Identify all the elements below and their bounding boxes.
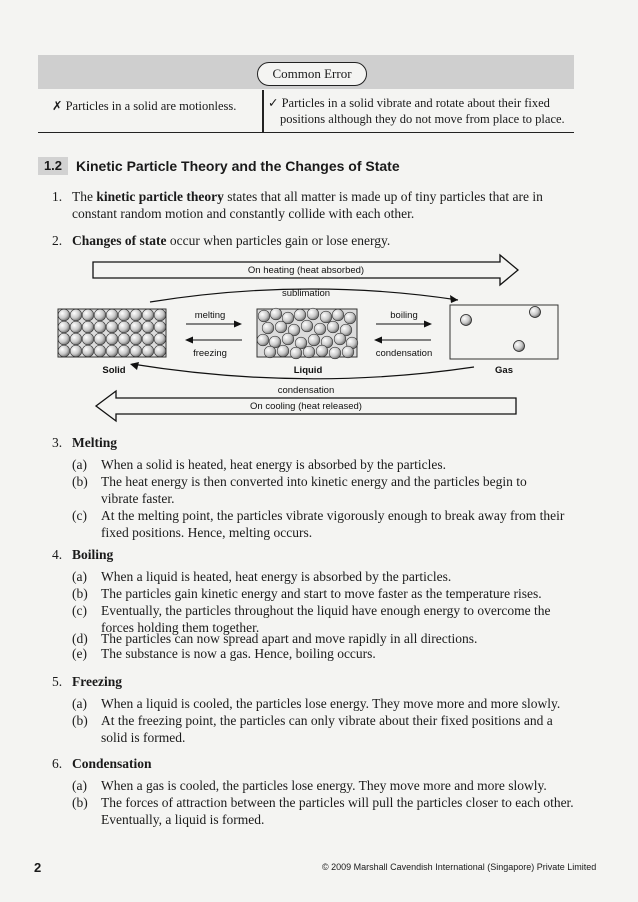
point-1-post: states that all matter is made up of tiny particles that are in [223, 189, 543, 204]
particle [320, 311, 332, 323]
check-icon: ✓ [268, 96, 279, 110]
particle [94, 345, 106, 357]
particle [142, 309, 154, 321]
item-line: At the freezing point, the particles can only vibrate about their fixed positions and a [101, 713, 553, 728]
point-2-term: Changes of state [72, 233, 167, 248]
particle [118, 345, 130, 357]
item-text [101, 794, 574, 828]
point-1-line2: constant random motion and constantly collide with each other. [72, 206, 415, 221]
particle [262, 322, 274, 334]
particle [308, 334, 320, 346]
particle [130, 333, 142, 345]
condensation-inner-arrowhead [374, 337, 382, 344]
gas-label: Gas [495, 365, 513, 376]
particle [58, 321, 70, 333]
particle [301, 320, 313, 332]
item-label: (d) [72, 631, 88, 646]
gas-particle [461, 315, 472, 326]
point-2-number: 2. [52, 233, 63, 248]
section-number: 1.2 [38, 157, 68, 175]
particle [344, 312, 356, 324]
item-line: Eventually, a liquid is formed. [101, 812, 265, 827]
boiling-heading: Boiling [72, 547, 114, 562]
particle [118, 321, 130, 333]
item-text: The particles can now spread apart and move rapidly in all directions. [101, 631, 478, 646]
sublimation-label: sublimation [281, 288, 331, 299]
item-label: (b) [72, 795, 88, 810]
section-title: Kinetic Particle Theory and the Changes of State [76, 158, 400, 174]
particle [257, 334, 269, 346]
condensation-heading: Condensation [72, 756, 152, 771]
condensation-outer-arrowhead [130, 362, 139, 370]
particle [303, 346, 315, 358]
item-text: When a gas is cooled, the particles lose energy. They move more and more slowly. [101, 778, 547, 793]
particle [294, 309, 306, 321]
cross-icon: ✗ [52, 99, 63, 113]
condensation-number: 6. [52, 756, 63, 771]
item-label: (b) [72, 586, 88, 601]
particle [106, 309, 118, 321]
item-line: The forces of attraction between the particles will pull the particles closer to each other. [101, 795, 574, 810]
particle [130, 321, 142, 333]
condensation-inner-label: condensation [375, 348, 433, 359]
item-line: solid is formed. [101, 730, 186, 745]
particle [70, 321, 82, 333]
particle [154, 309, 166, 321]
particle [94, 333, 106, 345]
particle [82, 309, 94, 321]
item-text [101, 507, 564, 541]
particle [118, 309, 130, 321]
right-statement-line1: Particles in a solid vibrate and rotate about their fixed [281, 96, 550, 110]
heating-label: On heating (heat absorbed) [247, 265, 365, 276]
particle [142, 345, 154, 357]
particle [82, 321, 94, 333]
item-label: (a) [72, 696, 87, 711]
freezing-label: freezing [193, 348, 227, 359]
particle [316, 345, 328, 357]
particle [70, 333, 82, 345]
sublimation-arrowhead [450, 295, 458, 303]
item-text [101, 712, 553, 746]
particle [342, 346, 354, 358]
item-label: (b) [72, 713, 88, 728]
item-line: Eventually, the particles throughout the liquid have enough energy to overcome the [101, 603, 551, 618]
item-label: (a) [72, 569, 87, 584]
particle [329, 347, 341, 359]
particle [82, 333, 94, 345]
item-text [101, 473, 527, 507]
gas-container [450, 305, 558, 359]
boiling-label: boiling [390, 310, 418, 321]
particle [58, 345, 70, 357]
page-number: 2 [34, 860, 42, 875]
particle [334, 333, 346, 345]
item-label: (a) [72, 778, 87, 793]
item-line: fixed positions. Hence, melting occurs. [101, 525, 313, 540]
particle [290, 347, 302, 359]
point-1-pre: The [72, 189, 97, 204]
item-label: (c) [72, 508, 87, 523]
common-error-right [268, 95, 568, 127]
particle [332, 309, 344, 321]
item-line: forces holding them together. [101, 620, 260, 635]
liquid-label: Liquid [293, 365, 323, 376]
freezing-arrowhead [185, 337, 193, 344]
particle [130, 309, 142, 321]
particle [154, 345, 166, 357]
particle [264, 346, 276, 358]
condensation-outer-label: condensation [277, 385, 335, 396]
freezing-heading: Freezing [72, 674, 122, 689]
cooling-label: On cooling (heat released) [250, 401, 362, 412]
common-error-title: Common Error [257, 62, 367, 86]
melting-number: 3. [52, 435, 63, 450]
particle [130, 345, 142, 357]
particle [142, 321, 154, 333]
item-label: (c) [72, 603, 87, 618]
particle [118, 333, 130, 345]
melting-arrowhead [234, 321, 242, 328]
particle [94, 309, 106, 321]
particle [154, 321, 166, 333]
particle [277, 345, 289, 357]
particle [70, 309, 82, 321]
gas-particle [514, 341, 525, 352]
particle [314, 323, 326, 335]
particle [94, 321, 106, 333]
solid-label: Solid [102, 365, 126, 376]
particle [58, 333, 70, 345]
item-text: When a liquid is heated, heat energy is absorbed by the particles. [101, 569, 452, 584]
item-label: (a) [72, 457, 87, 472]
item-text: When a liquid is cooled, the particles lose energy. They move more and more slowly. [101, 696, 561, 711]
item-label: (b) [72, 474, 88, 489]
particle [70, 345, 82, 357]
particle [142, 333, 154, 345]
item-text: When a solid is heated, heat energy is absorbed by the particles. [101, 457, 447, 472]
item-text: The particles gain kinetic energy and start to move faster as the temperature rises. [101, 586, 542, 601]
copyright: © 2009 Marshall Cavendish International (Singapore) Private Limited [322, 862, 597, 872]
particle [307, 308, 319, 320]
common-error-wrong [52, 98, 236, 114]
particle [106, 345, 118, 357]
boiling-arrowhead [424, 321, 432, 328]
particle [154, 333, 166, 345]
particle [82, 345, 94, 357]
melting-label: melting [194, 310, 226, 321]
particle [106, 321, 118, 333]
point-2-post: occur when particles gain or lose energy. [166, 233, 391, 248]
item-line: vibrate faster. [101, 491, 175, 506]
point-1-term: kinetic particle theory [96, 189, 224, 204]
particle [258, 310, 270, 322]
particle [106, 333, 118, 345]
right-statement-line2: positions although they do not move from place to place. [280, 112, 565, 126]
item-label: (e) [72, 646, 87, 661]
common-error-divider [262, 90, 264, 132]
item-text: The substance is now a gas. Hence, boiling occurs. [101, 646, 376, 661]
particle [58, 309, 70, 321]
particle [275, 321, 287, 333]
wrong-statement: Particles in a solid are motionless. [65, 99, 237, 113]
gas-particle [530, 307, 541, 318]
particle [270, 308, 282, 320]
melting-heading: Melting [72, 435, 117, 450]
freezing-number: 5. [52, 674, 63, 689]
point-1-number: 1. [52, 189, 63, 204]
item-line: At the melting point, the particles vibrate vigorously enough to break away from their [101, 508, 565, 523]
boiling-number: 4. [52, 547, 63, 562]
states-of-matter-diagram [38, 252, 578, 432]
item-line: The heat energy is then converted into kinetic energy and the particles begin to [101, 474, 527, 489]
particle [282, 333, 294, 345]
particle [327, 321, 339, 333]
